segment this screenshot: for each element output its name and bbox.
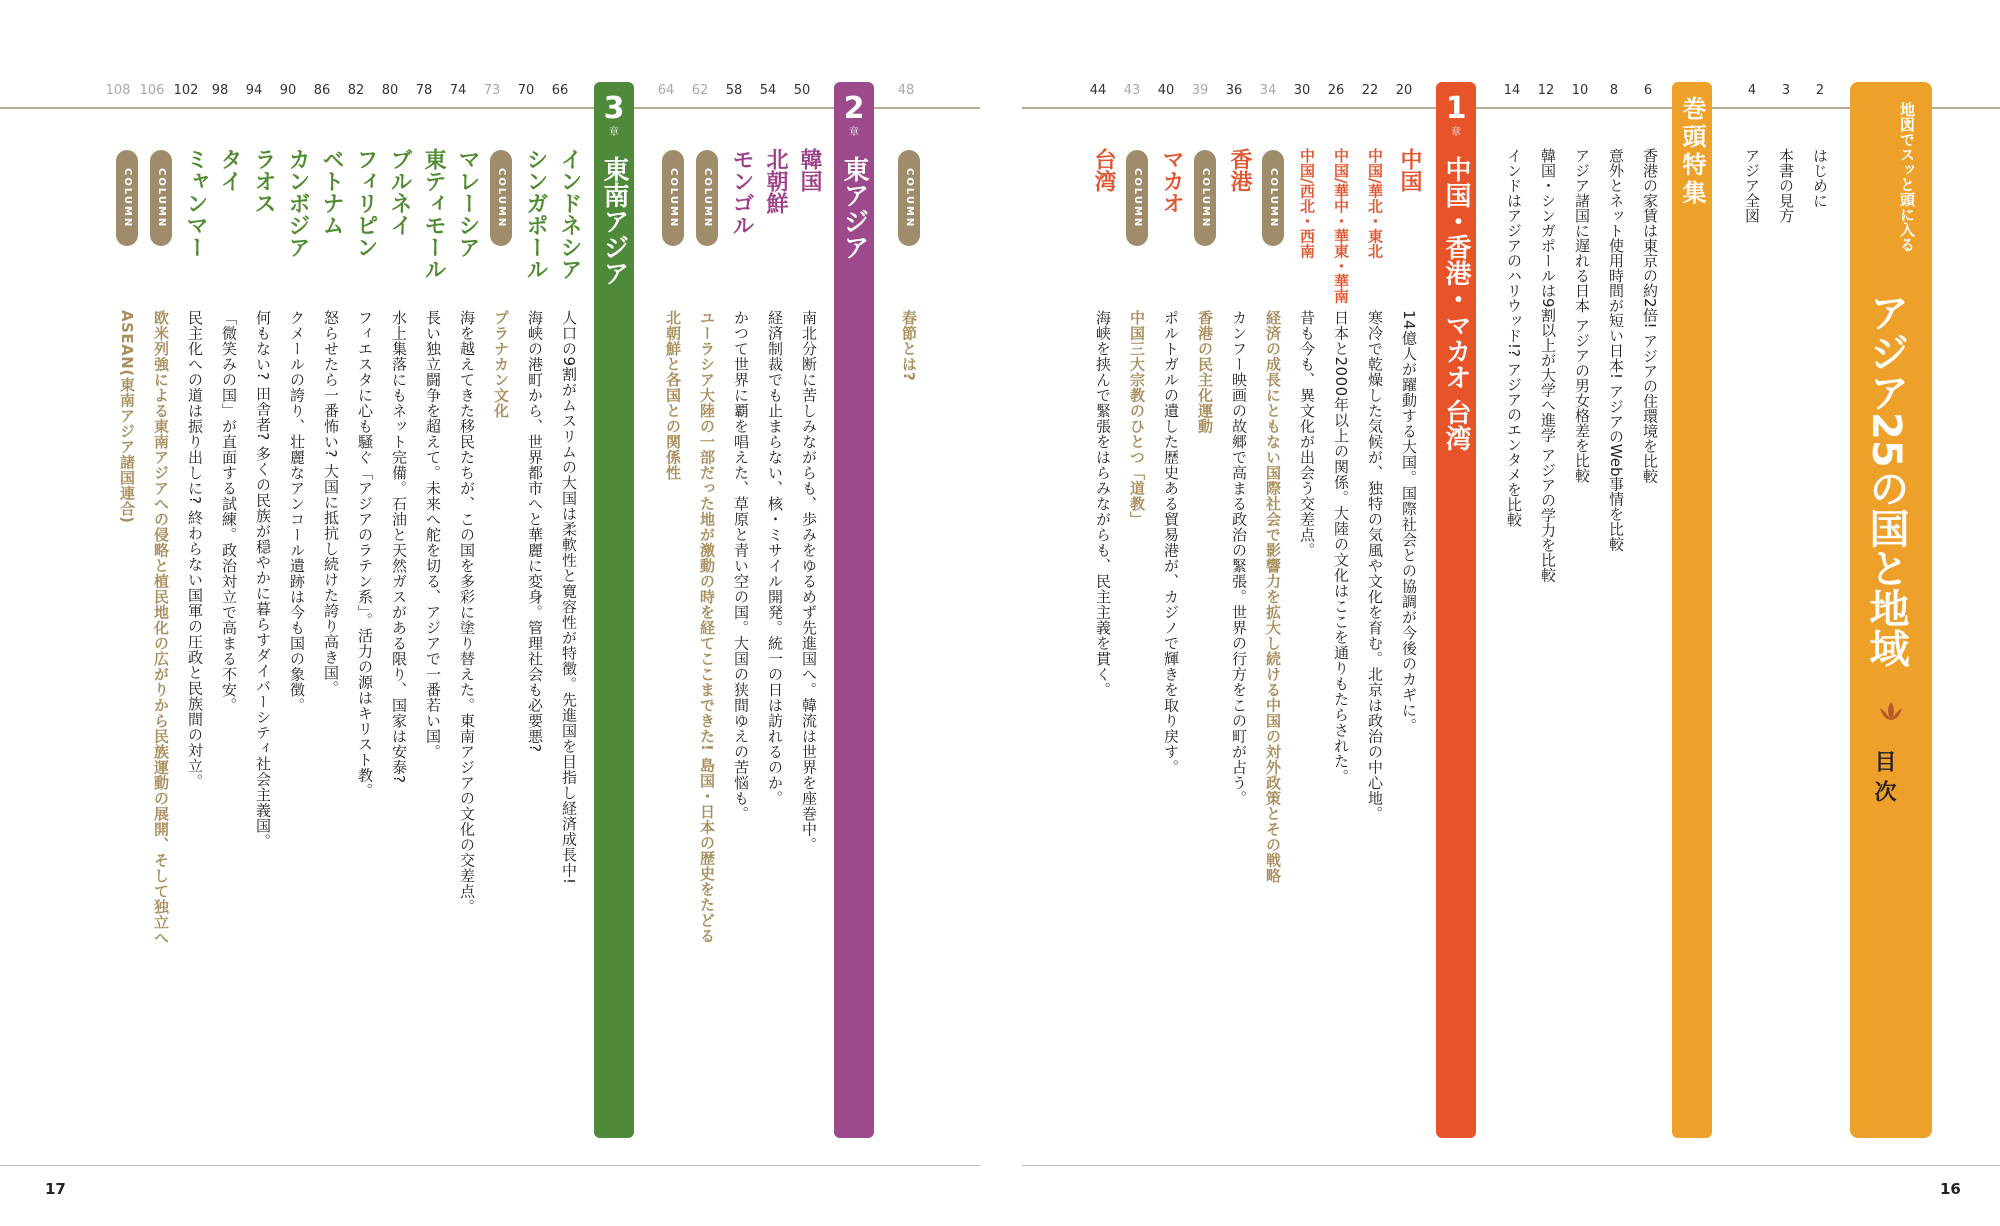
chapter-1-bar xyxy=(1436,82,1476,1138)
toc-head-brunei[interactable]: ブルネイ xyxy=(387,148,412,236)
column-desc[interactable]: 欧米列強による東南アジアへの侵略と植民地化の広がりから民族運動の展開、そして独立へ xyxy=(152,310,170,946)
book-title: アジア25の国と地域 xyxy=(1863,292,1909,668)
column-desc[interactable]: 春節とは? xyxy=(900,310,918,382)
feature-bar xyxy=(1672,82,1712,1138)
toc-desc: クメールの誇り、壮麗なアンコール遺跡は今も国の象徴。 xyxy=(288,310,306,713)
toc-desc: 南北分断に苦しみながらも、歩みをゆるめず先進国へ。韓流は世界を座巻中。 xyxy=(800,310,818,853)
column-badge: COLUMN xyxy=(490,150,512,246)
page-ref: 26 xyxy=(1327,83,1345,98)
page-ref: 102 xyxy=(173,83,199,98)
chapter-2-bar xyxy=(834,82,874,1138)
toc-heading: 目次 xyxy=(1871,750,1896,810)
toc-desc: 海を越えてきた移民たちが、この国を多彩に塗り替えた。東南アジアの文化の交差点。 xyxy=(458,310,476,915)
page-ref: 4 xyxy=(1747,83,1757,98)
column-desc[interactable]: プラナカン文化 xyxy=(492,310,510,419)
toc-head-china[interactable]: 中国 xyxy=(1397,148,1422,192)
bottom-rule-right xyxy=(1022,1165,2000,1166)
toc-item-how-to-read[interactable]: 本書の見方 xyxy=(1777,148,1795,223)
page-ref: 12 xyxy=(1537,83,1555,98)
page-ref: 108 xyxy=(105,83,131,98)
toc-desc: 「微笑みの国」が直面する試練。政治対立で高まる不安。 xyxy=(220,310,238,713)
chapter-1-number: 1 章 xyxy=(1445,91,1467,138)
page-ref: 40 xyxy=(1157,83,1175,98)
column-badge: COLUMN xyxy=(898,150,920,246)
toc-desc: 寒冷で乾燥した気候が、独特の気風や文化を育む。北京は政治の中心地。 xyxy=(1366,310,1384,822)
toc-desc: 怒らせたら一番怖い? 大国に抵抗し続けた誇り高き国。 xyxy=(322,310,340,696)
toc-head-thailand[interactable]: タイ xyxy=(217,148,242,192)
toc-head-north-korea[interactable]: 北朝鮮 xyxy=(763,148,788,214)
column-badge: COLUMN xyxy=(1126,150,1148,246)
page-ref: 39 xyxy=(1191,83,1209,98)
page-number-left: 17 xyxy=(45,1180,66,1198)
toc-head-vietnam[interactable]: ベトナム xyxy=(319,148,344,236)
toc-head-indonesia[interactable]: インドネシア xyxy=(557,148,582,280)
toc-head-macau[interactable]: マカオ xyxy=(1159,148,1184,214)
chapter-2-title: 東アジア xyxy=(839,156,869,260)
page-number-right: 16 xyxy=(1940,1180,1961,1198)
page-ref: 34 xyxy=(1259,83,1277,98)
column-badge: COLUMN xyxy=(116,150,138,246)
toc-head-laos[interactable]: ラオス xyxy=(251,148,276,214)
chapter-2-number: 2 章 xyxy=(843,91,865,138)
page-ref: 64 xyxy=(657,83,675,98)
toc-desc: 長い独立闘争を超えて。未来へ舵を切る、アジアで一番若い国。 xyxy=(424,310,442,760)
toc-head-philippines[interactable]: フィリピン xyxy=(353,148,378,258)
toc-desc: ポルトガルの遺した歴史ある貿易港が、カジノで輝きを取り戻す。 xyxy=(1162,310,1180,775)
page-ref: 66 xyxy=(551,83,569,98)
page-ref: 14 xyxy=(1503,83,1521,98)
main-title-box xyxy=(1850,82,1932,1138)
toc-item-asia-map[interactable]: アジア全図 xyxy=(1743,148,1761,223)
page-ref: 70 xyxy=(517,83,535,98)
toc-head-korea[interactable]: 韓国 xyxy=(797,148,822,192)
bottom-rule-left xyxy=(0,1165,980,1166)
toc-head-china-west[interactable]: 中国/西北・西南 xyxy=(1298,148,1316,259)
toc-head-malaysia[interactable]: マレーシア xyxy=(455,148,480,258)
chapter-3-title: 東南アジア xyxy=(599,156,629,286)
column-badge: COLUMN xyxy=(662,150,684,246)
feature-item[interactable]: 意外とネット使用時間が短い日本! アジアのWeb事情を比較 xyxy=(1607,148,1625,552)
page-ref: 48 xyxy=(897,83,915,98)
page-ref: 6 xyxy=(1643,83,1653,98)
page-ref: 73 xyxy=(483,83,501,98)
chapter-3-number: 3 章 xyxy=(603,91,625,138)
toc-desc: 何もない? 田舎者? 多くの民族が穏やかに暮らすダイバーシティ社会主義国。 xyxy=(254,310,272,849)
column-desc[interactable]: 中国三大宗教のひとつ「道教」 xyxy=(1128,310,1146,527)
page-ref: 54 xyxy=(759,83,777,98)
toc-desc: かつて世界に覇を唱えた、草原と青い空の国。大国の狭間ゆえの苦悩も。 xyxy=(732,310,750,822)
page-ref: 90 xyxy=(279,83,297,98)
feature-item[interactable]: インドはアジアのハリウッド!? アジアのエンタメを比較 xyxy=(1505,148,1523,527)
toc-head-china-north[interactable]: 中国/華北・東北 xyxy=(1366,148,1384,259)
page-ref: 50 xyxy=(793,83,811,98)
page-ref: 36 xyxy=(1225,83,1243,98)
page-ref: 82 xyxy=(347,83,365,98)
column-desc[interactable]: 香港の民主化運動 xyxy=(1196,310,1214,434)
toc-desc: 人口の9割がムスリムの大国は柔軟性と寛容性が特徴。先進国を目指し経済成長中! xyxy=(560,310,578,885)
column-badge: COLUMN xyxy=(150,150,172,246)
feature-item[interactable]: 香港の家賃は東京の約2倍! アジアの住環境を比較 xyxy=(1641,148,1659,484)
toc-head-mongolia[interactable]: モンゴル xyxy=(729,148,754,236)
column-desc[interactable]: 経済の成長にともない国際社会で影響力を拡大し続ける中国の対外政策とその戦略 xyxy=(1264,310,1282,884)
page-ref: 98 xyxy=(211,83,229,98)
page-ref: 10 xyxy=(1571,83,1589,98)
page-ref: 94 xyxy=(245,83,263,98)
toc-head-china-central[interactable]: 中国/華中・華東・華南 xyxy=(1332,148,1350,304)
page-ref: 2 xyxy=(1815,83,1825,98)
page-ref: 20 xyxy=(1395,83,1413,98)
page-ref: 22 xyxy=(1361,83,1379,98)
page-ref: 106 xyxy=(139,83,165,98)
top-rule-left xyxy=(0,107,980,109)
toc-desc: 昔も今も、異文化が出会う交差点。 xyxy=(1298,310,1316,558)
page-ref: 58 xyxy=(725,83,743,98)
page-ref: 43 xyxy=(1123,83,1141,98)
page-ref: 86 xyxy=(313,83,331,98)
toc-head-east-timor[interactable]: 東ティモール xyxy=(421,148,446,280)
title-tagline: 地図でスッと頭に入る xyxy=(1898,102,1916,252)
toc-desc: フィエスタに心も騒ぐ「アジアのラテン系」。活力の源はキリスト教。 xyxy=(356,310,374,799)
page-ref: 80 xyxy=(381,83,399,98)
feature-item[interactable]: アジア諸国に遅れる日本 アジアの男女格差を比較 xyxy=(1573,148,1591,483)
toc-desc: 14億人が躍動する大国。国際社会との協調が今後のカギに。 xyxy=(1400,310,1418,734)
column-badge: COLUMN xyxy=(696,150,718,246)
column-badge: COLUMN xyxy=(1194,150,1216,246)
lotus-icon xyxy=(1878,700,1904,722)
feature-title: 巻頭特集 xyxy=(1678,96,1706,208)
toc-desc: 日本と2000年以上の関係。大陸の文化はここを通りもたらされた。 xyxy=(1332,310,1350,785)
toc-desc: 海峡を挟んで緊張をはらみながらも、民主主義を貫く。 xyxy=(1094,310,1112,698)
toc-head-cambodia[interactable]: カンボジア xyxy=(285,148,310,258)
column-desc[interactable]: ASEAN(東南アジア諸国連合) xyxy=(118,310,136,524)
page-ref: 8 xyxy=(1609,83,1619,98)
column-desc[interactable]: 北朝鮮と各国との関係性 xyxy=(664,310,682,481)
toc-desc: 海峡の港町から、世界都市へと華麗に変身。管理社会も必要悪? xyxy=(526,310,544,753)
toc-head-taiwan[interactable]: 台湾 xyxy=(1091,148,1116,192)
page-ref: 62 xyxy=(691,83,709,98)
page-ref: 30 xyxy=(1293,83,1311,98)
column-desc[interactable]: ユーラシア大陸の一部だった地が激動の時を経てここまできた! 島国・日本の歴史をたどる xyxy=(698,310,716,944)
chapter-1-title: 中国・香港・マカオ 台湾 xyxy=(1441,156,1471,452)
chapter-3-bar xyxy=(594,82,634,1138)
toc-desc: 水上集落にもネット完備。石油と天然ガスがある限り、国家は安泰? xyxy=(390,310,408,784)
page-ref: 74 xyxy=(449,83,467,98)
feature-item[interactable]: 韓国・シンガポールは9割以上が大学へ進学 アジアの学力を比較 xyxy=(1539,148,1557,583)
page-ref: 3 xyxy=(1781,83,1791,98)
toc-item-preface[interactable]: はじめに xyxy=(1811,148,1829,208)
toc-head-hong-kong[interactable]: 香港 xyxy=(1227,148,1252,192)
page-ref: 78 xyxy=(415,83,433,98)
column-badge: COLUMN xyxy=(1262,150,1284,246)
toc-desc: カンフー映画の故郷で高まる政治の緊張。世界の行方をこの町が占う。 xyxy=(1230,310,1248,806)
toc-head-myanmar[interactable]: ミャンマー xyxy=(183,148,208,258)
toc-desc: 民主化への道は振り出しに? 終わらない国軍の圧政と民族間の対立。 xyxy=(186,310,204,789)
toc-head-singapore[interactable]: シンガポール xyxy=(523,148,548,280)
toc-desc: 経済制裁でも止まらない、核・ミサイル開発。統一の日は訪れるのか。 xyxy=(766,310,784,806)
page-ref: 44 xyxy=(1089,83,1107,98)
